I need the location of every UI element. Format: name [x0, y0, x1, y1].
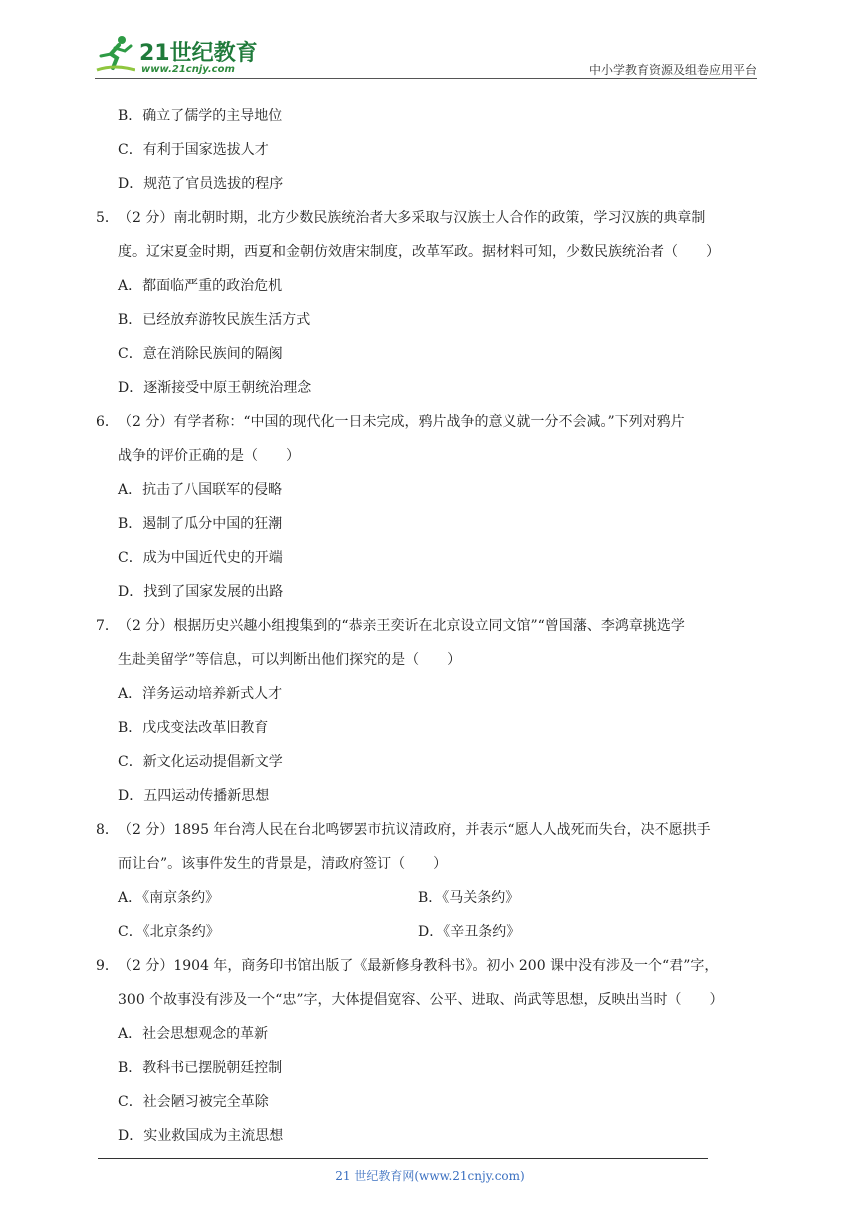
platform-name: 中小学教育资源及组卷应用平台 — [588, 63, 757, 77]
q9-option-d: D．实业救国成为主流思想 — [118, 1128, 284, 1144]
header-divider — [95, 78, 757, 79]
q8-text-1: （2 分）1895 年台湾人民在台北鸣锣罢市抗议清政府，并表示“愿人人战死而失台，决不愿拱手 — [118, 822, 711, 838]
q8-stem-line2: 而让台”。该事件发生的背景是，清政府签订（ ） — [118, 856, 448, 872]
q9-stem-line2: 300 个故事没有涉及一个“忠”字，大体提倡宽容、公平、进取、尚武等思想，反映出当时（ ） — [118, 992, 724, 1008]
q5-stem-line2: 度。辽宋夏金时期，西夏和金朝仿效唐宋制度，改革军政。据材料可知，少数民族统治者（ ） — [118, 244, 720, 260]
q8-stem-line1 — [96, 820, 711, 840]
q7-number: 7． — [96, 618, 119, 634]
q5-option-c: C．意在消除民族间的隔阂 — [118, 346, 283, 362]
q5-option-b: B．已经放弃游牧民族生活方式 — [118, 312, 311, 328]
logo-url: www.21cnjy.com — [141, 64, 235, 75]
q6-stem-line2: 战争的评价正确的是（ ） — [118, 448, 300, 464]
q7-stem-line2: 生赴美留学”等信息，可以判断出他们探究的是（ ） — [118, 652, 462, 668]
q9-option-c: C．社会陋习被完全革除 — [118, 1094, 269, 1110]
q9-option-a: A．社会思想观念的革新 — [118, 1026, 269, 1042]
q5-number: 5． — [96, 210, 119, 226]
q8-option-b: B．《马关条约》 — [418, 890, 520, 906]
q8-option-d: D．《辛丑条约》 — [418, 924, 521, 940]
q8-number: 8． — [96, 822, 119, 838]
logo-title: 21世纪教育 — [139, 41, 258, 66]
runner-logo-icon — [95, 34, 135, 74]
q4-option-d: D．规范了官员选拔的程序 — [118, 176, 284, 192]
q6-option-b: B．遏制了瓜分中国的狂潮 — [118, 516, 283, 532]
q9-option-b: B．教科书已摆脱朝廷控制 — [118, 1060, 283, 1076]
q8-options-row1 — [118, 888, 520, 908]
q4-option-b: B．确立了儒学的主导地位 — [118, 108, 283, 124]
q4-option-c: C．有利于国家选拔人才 — [118, 142, 269, 158]
page-header — [95, 30, 757, 80]
q7-option-c: C．新文化运动提倡新文学 — [118, 754, 283, 770]
q6-number: 6． — [96, 414, 119, 430]
q6-option-c: C．成为中国近代史的开端 — [118, 550, 283, 566]
logo — [95, 34, 265, 76]
q9-number: 9． — [96, 958, 119, 974]
q8-option-c: C．《北京条约》 — [118, 924, 220, 940]
q5-option-d: D．逐渐接受中原王朝统治理念 — [118, 380, 312, 396]
q6-text-1: （2 分）有学者称：“中国的现代化一日未完成，鸦片战争的意义就一分不会减。”下列对鸦片 — [118, 414, 685, 430]
q6-option-a: A．抗击了八国联军的侵略 — [118, 482, 283, 498]
footer-text: 21 世纪教育网(www.21cnjy.com) — [335, 1169, 525, 1183]
q7-option-a: A．洋务运动培养新式人才 — [118, 686, 283, 702]
q7-option-d: D．五四运动传播新思想 — [118, 788, 270, 804]
q8-options-row2 — [118, 922, 521, 942]
q7-text-1: （2 分）根据历史兴趣小组搜集到的“恭亲王奕䜣在北京设立同文馆”“曾国藩、李鸿章挑选学 — [118, 618, 685, 634]
q9-stem-line1 — [96, 956, 719, 976]
q8-option-a: A．《南京条约》 — [118, 890, 220, 906]
q5-option-a: A．都面临严重的政治危机 — [118, 278, 283, 294]
footer-divider — [98, 1158, 708, 1159]
q5-text-1: （2 分）南北朝时期，北方少数民族统治者大多采取与汉族士人合作的政策，学习汉族的典章制 — [118, 210, 706, 226]
q7-stem-line1 — [96, 616, 685, 636]
q5-stem-line1 — [96, 208, 706, 228]
q6-option-d: D．找到了国家发展的出路 — [118, 584, 284, 600]
q7-option-b: B．戊戌变法改革旧教育 — [118, 720, 269, 736]
q6-stem-line1 — [96, 412, 685, 432]
q9-text-1: （2 分）1904 年，商务印书馆出版了《最新修身教科书》。初小 200 课中没有涉及一个“君”字， — [118, 958, 719, 974]
